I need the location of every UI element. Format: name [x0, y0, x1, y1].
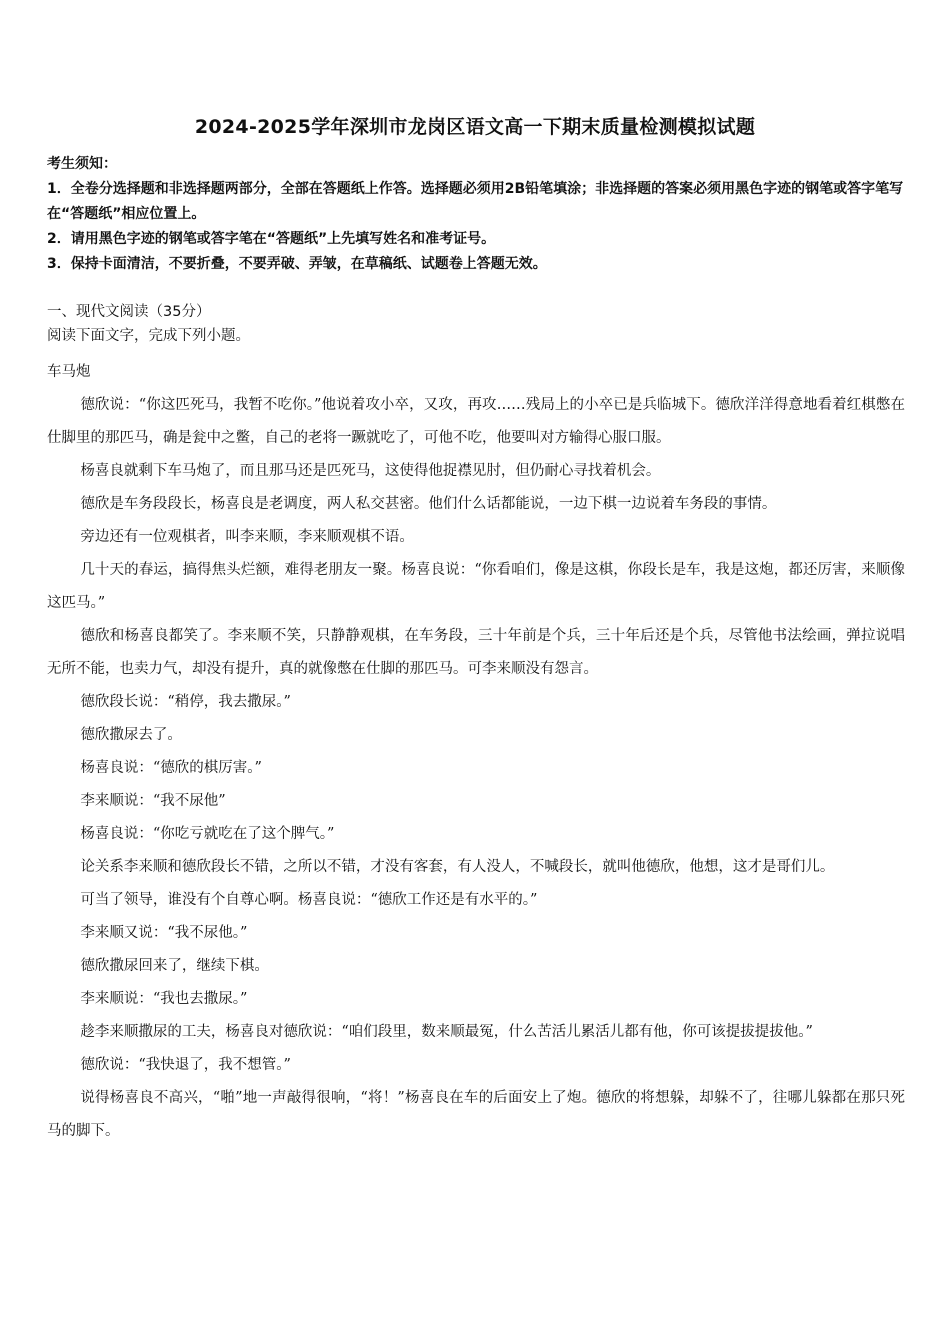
section-header	[47, 300, 907, 348]
story-paragraph: 论关系李来顺和德欣段长不错，之所以不错，才没有客套，有人没人，不喊段长，就叫他德欣，他想，这才是哥们儿。	[80, 859, 835, 875]
section-heading: 一、现代文阅读（35分）	[47, 304, 211, 320]
story-paragraph: 杨喜良说：“德欣的棋厉害。”	[80, 760, 262, 776]
story-paragraph: 杨喜良就剩下车马炮了，而且那马还是匹死马，这使得他捉襟见肘，但仍耐心寻找着机会。	[80, 463, 661, 479]
notice-item: 3．保持卡面清洁，不要折叠，不要弄破、弄皱，在草稿纸、试题卷上答题无效。	[47, 256, 547, 272]
notice-heading: 考生须知：	[47, 156, 117, 172]
story-paragraph: 趁李来顺撒尿的工夫，杨喜良对德欣说：“咱们段里，数来顺最冤，什么苦活儿累活儿都有他，你可该提拔提拔他。”	[80, 1024, 813, 1040]
story-paragraph: 几十天的春运，搞得焦头烂额，难得老朋友一聚。杨喜良说：“你看咱们，像是这棋，你段长是车，我是这炮，都还厉害，来顺像这匹马。”	[47, 562, 905, 611]
story-title: 车马炮	[47, 364, 91, 380]
exam-notice	[47, 152, 907, 277]
reading-passage	[47, 356, 905, 1148]
notice-item: 2．请用黑色字迹的钢笔或答字笔在“答题纸”上先填写姓名和准考证号。	[47, 231, 496, 247]
story-paragraph: 杨喜良说：“你吃亏就吃在了这个脾气。”	[80, 826, 335, 842]
story-paragraph: 李来顺说：“我不尿他”	[80, 793, 226, 809]
story-paragraph: 可当了领导，谁没有个自尊心啊。杨喜良说：“德欣工作还是有水平的。”	[80, 892, 538, 908]
story-paragraph: 德欣撒尿去了。	[80, 727, 182, 743]
story-paragraph: 说得杨喜良不高兴，“啪”地一声敲得很响，“将！”杨喜良在车的后面安上了炮。德欣的将想躲，却躲不了，往哪儿躲都在那只死马的脚下。	[47, 1090, 905, 1139]
story-paragraph: 德欣是车务段段长，杨喜良是老调度，两人私交甚密。他们什么话都能说，一边下棋一边说着车务段的事情。	[80, 496, 777, 512]
notice-item: 1．全卷分选择题和非选择题两部分，全部在答题纸上作答。选择题必须用2B铅笔填涂；非选择题的答案必须用黑色字迹的钢笔或答字笔写在“答题纸”相应位置上。	[47, 181, 904, 222]
story-paragraph: 德欣说：“你这匹死马，我暂不吃你。”他说着攻小卒，又攻，再攻……残局上的小卒已是兵临城下。德欣洋洋得意地看着红棋憋在仕脚里的那匹马，确是瓮中之鳖，自己的老将一蹶就吃了，可他不吃，他要叫对方输得心服口服。	[47, 397, 905, 446]
story-paragraph: 德欣段长说：“稍停，我去撒尿。”	[80, 694, 291, 710]
section-instruction: 阅读下面文字，完成下列小题。	[47, 328, 250, 344]
story-paragraph: 旁边还有一位观棋者，叫李来顺，李来顺观棋不语。	[80, 529, 414, 545]
story-paragraph: 李来顺说：“我也去撒尿。”	[80, 991, 248, 1007]
story-paragraph: 德欣撒尿回来了，继续下棋。	[80, 958, 269, 974]
page-title: 2024-2025学年深圳市龙岗区语文高一下期末质量检测模拟试题	[194, 116, 756, 138]
story-paragraph: 李来顺又说：“我不尿他。”	[80, 925, 248, 941]
story-paragraph: 德欣说：“我快退了，我不想管。”	[80, 1057, 291, 1073]
story-paragraph: 德欣和杨喜良都笑了。李来顺不笑，只静静观棋，在车务段，三十年前是个兵，三十年后还是个兵，尽管他书法绘画，弹拉说唱无所不能，也卖力气，却没有提升，真的就像憋在仕脚的那匹马。可李来顺没有怨言。	[47, 628, 905, 677]
